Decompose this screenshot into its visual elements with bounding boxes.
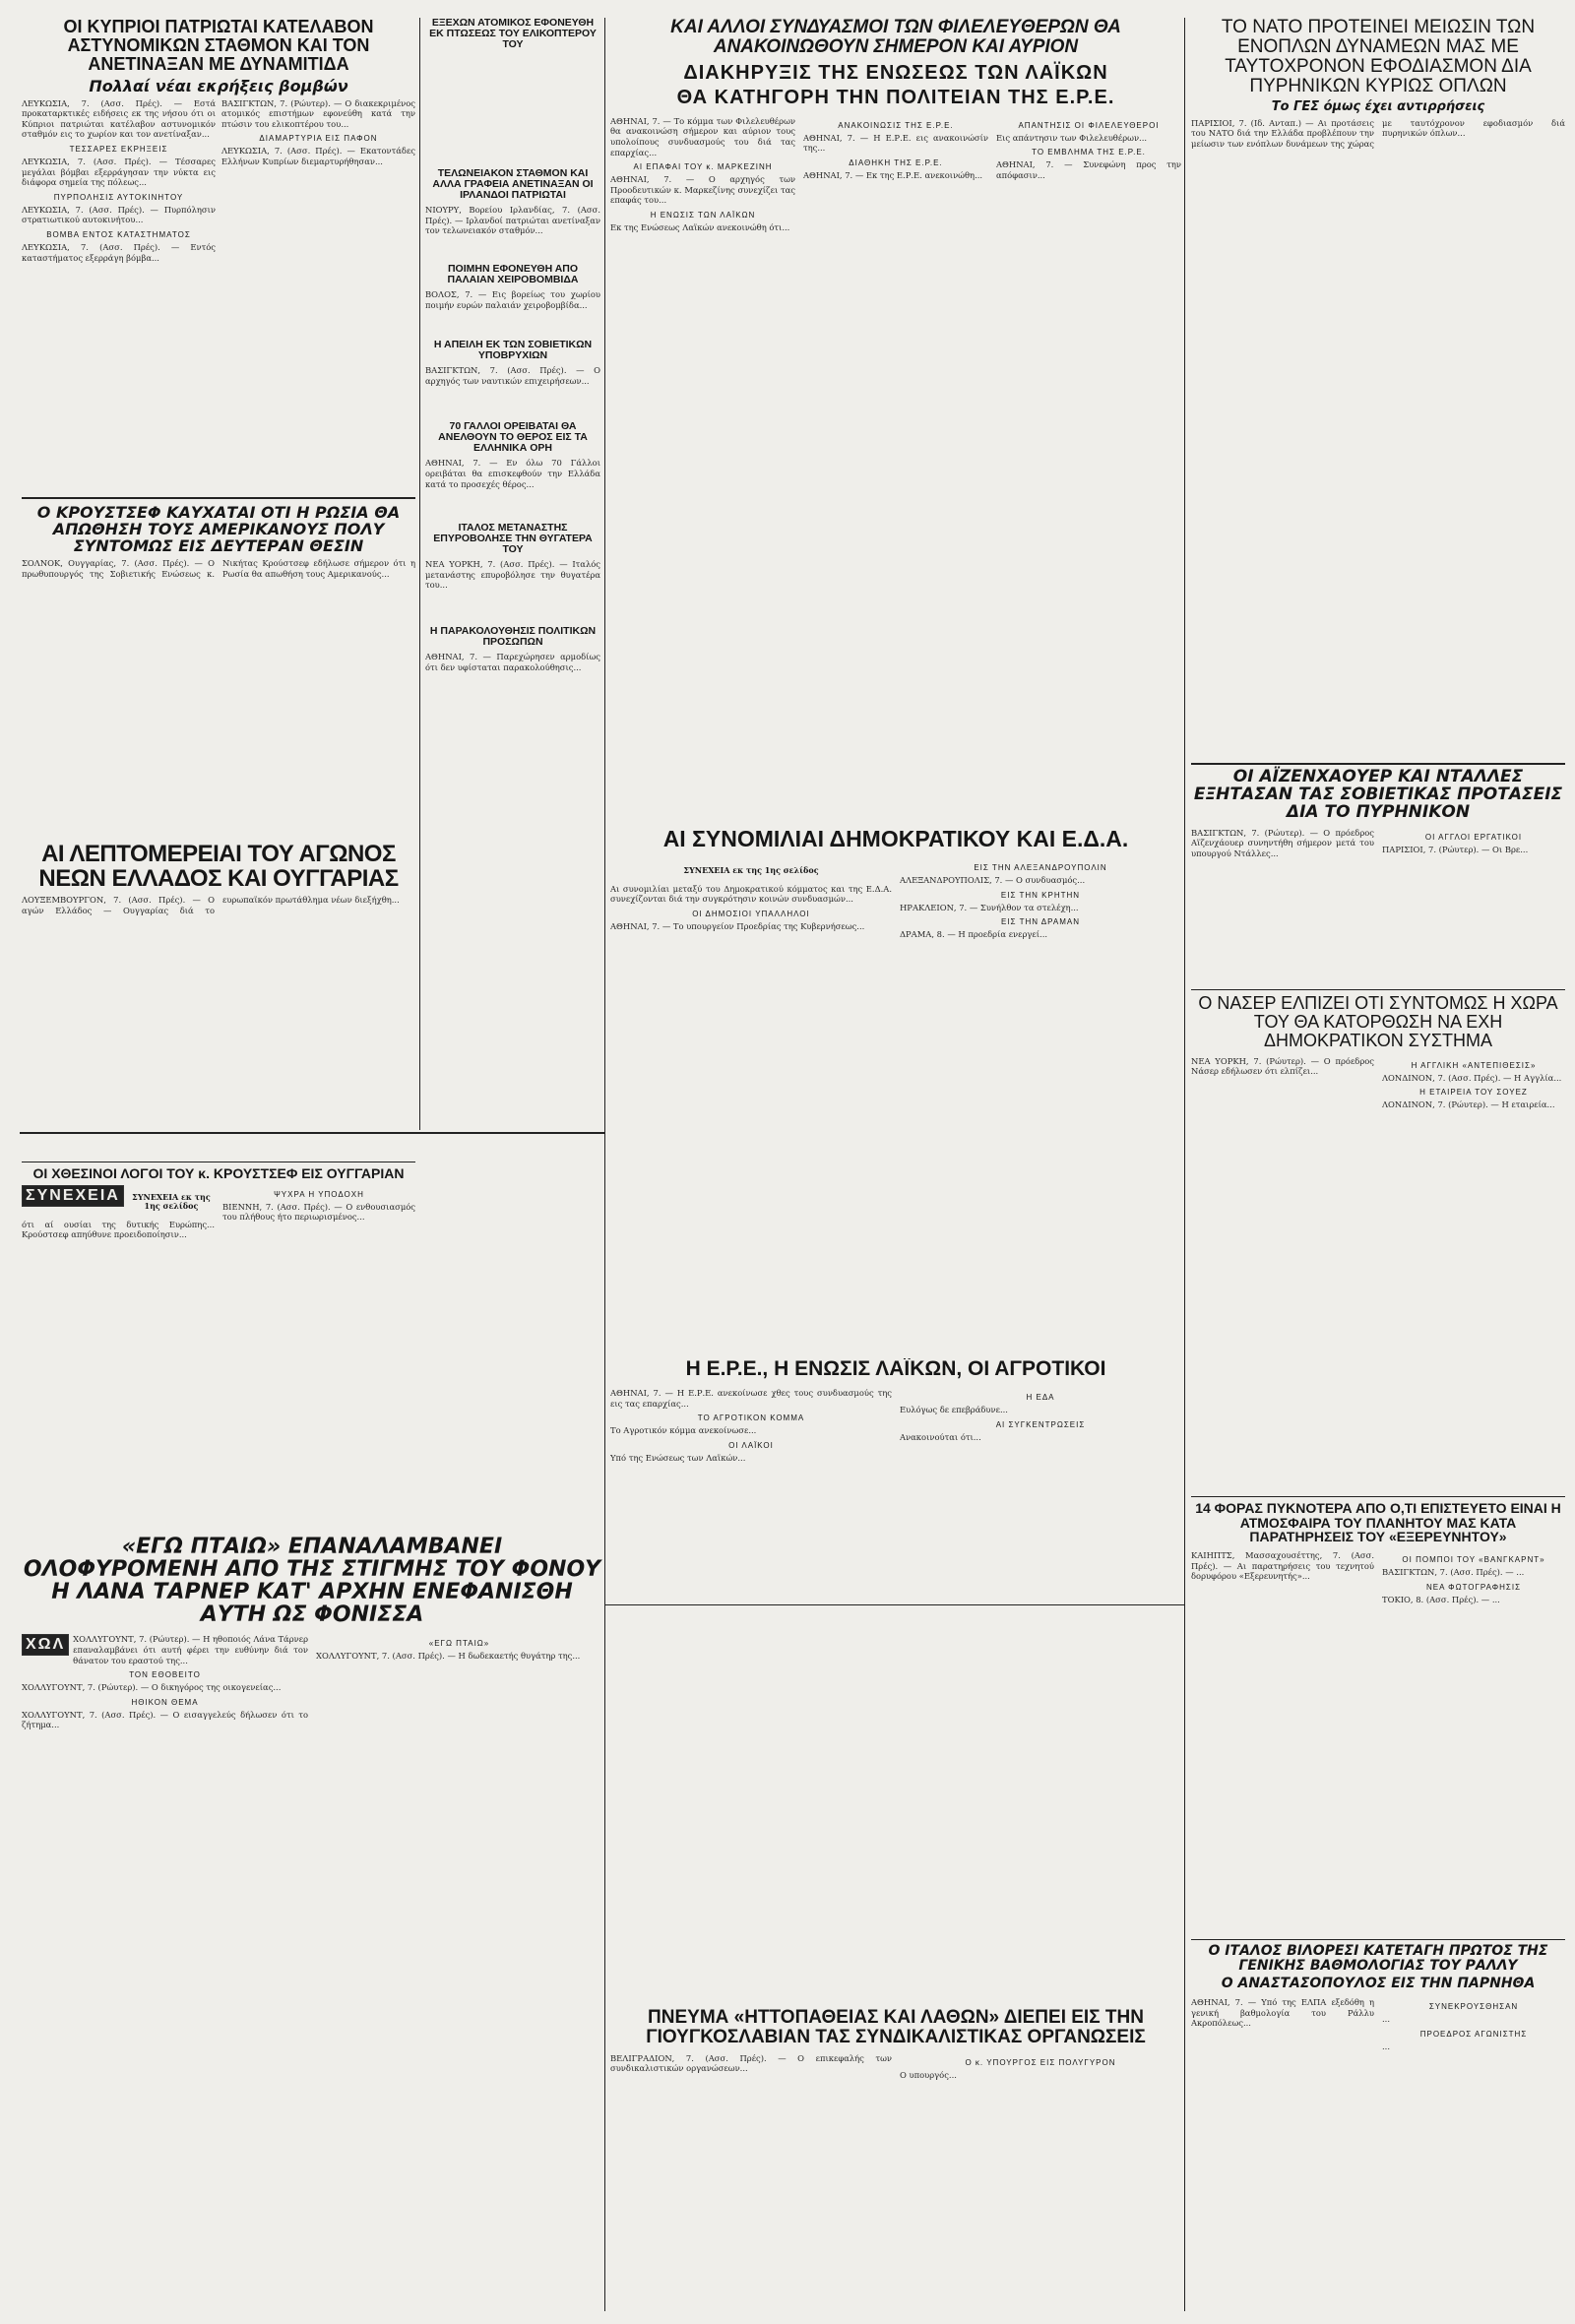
section-body: Ο υπουργός... bbox=[900, 2069, 957, 2080]
section-title: ΤΟ ΑΓΡΟΤΙΚΟΝ ΚΟΜΜΑ bbox=[697, 1413, 805, 1423]
section-body: ΛΕΥΚΩΣΙΑ, 7. (Ασσ. Πρές). — Τέσσαρες μεγάλαι βόμβαι εξερράγησαν την νύκτα εις διάφορα σημεία της πόλεως... bbox=[22, 157, 216, 188]
section-body: ΑΘΗΝΑΙ, 7. — Ο αρχηγός των Προοδευτικών κ. Μαρκεζίνης συνεχίζει τας επαφάς του... bbox=[610, 174, 795, 206]
section-body: Εκ της Ενώσεως Λαϊκών ανεκοινώθη ότι... bbox=[610, 222, 790, 233]
section-title: ΑΝΑΚΟΙΝΩΣΙΣ ΤΗΣ Ε.Ρ.Ε. bbox=[838, 120, 954, 130]
article-speech bbox=[22, 1162, 415, 1413]
headline: ΟΙ ΚΥΠΡΙΟΙ ΠΑΤΡΙΩΤΑΙ ΚΑΤΕΛΑΒΟΝ ΑΣΤΥΝΟΜΙΚΩΝ ΣΤΑΘΜΟΝ ΚΑΙ ΤΟΝ ΑΝΕΤΙΝΑΞΑΝ ΜΕ ΔΥΝΑΜΙΤΙΔΑ bbox=[63, 18, 374, 74]
headline: ΠΝΕΥΜΑ «ΗΤΤΟΠΑΘΕΙΑΣ ΚΑΙ ΛΑΘΩΝ» ΔΙΕΠΕΙ ΕΙΣ ΤΗΝ ΓΙΟΥΓΚΟΣΛΑΒΙΑΝ ΤΑΣ ΣΥΝΔΙΚΑΛΙΣΤΙΚΑΣ ΟΡΓΑΝΩΣΕΙΣ bbox=[646, 2008, 1146, 2047]
article-body: ΛΕΥΚΩΣΙΑ, 7. (Ασσ. Πρές). — Εστά προκαταρκτικές ειδήσεις εκ της νήσου ότι οι Κύπριοι πατριώται κατέλαβον αστυνομικόν σταθμόν εις το χωρίον και τον ανετίναξαν... bbox=[22, 97, 216, 140]
section-body: ΧΟΛΛΥΓΟΥΝΤ, 7. (Ρώυτερ). — Ο δικηγόρος της οικογενείας... bbox=[22, 1682, 282, 1693]
section-body: ΧΟΛΛΥΓΟΥΝΤ, 7. (Ασσ. Πρές). — Ο εισαγγελεύς δήλωσεν ότι το ζήτημα... bbox=[22, 1709, 308, 1730]
section-body: ΑΘΗΝΑΙ, 7. — Το υπουργείον Προεδρίας της Κυβερνήσεως... bbox=[610, 920, 865, 931]
section-title: Η ΑΓΓΛΙΚΗ «ΑΝΤΕΠΙΘΕΣΙΣ» bbox=[1411, 1060, 1537, 1070]
section-title: ΠΥΡΠΟΛΗΣΙΣ ΑΥΤΟΚΙΝΗΤΟΥ bbox=[53, 192, 184, 202]
section-title: Η ΕΝΩΣΙΣ ΤΩΝ ΛΑΪΚΩΝ bbox=[650, 211, 756, 220]
section-body: ΒΙΕΝΝΗ, 7. (Ασσ. Πρές). — Ο ενθουσιασμός του πλήθους ήτο περιωρισμένος... bbox=[222, 1201, 415, 1223]
section-body: ΛΟΝΔΙΝΟΝ, 7. (Ασσ. Πρές). — Η Αγγλία... bbox=[1382, 1072, 1562, 1083]
section-body: ΑΘΗΝΑΙ, 7. — Η Ε.Ρ.Ε. εις ανακοινώσίν της... bbox=[803, 132, 988, 154]
continued-logo: ΣΥΝΕΧΕΙΑ bbox=[22, 1185, 124, 1207]
continued-logo: ΧΩΛ bbox=[22, 1634, 69, 1656]
section-title: Ο κ. ΥΠΟΥΡΓΟΣ ΕΙΣ ΠΟΛΥΓΥΡΟΝ bbox=[965, 2057, 1116, 2067]
headline: ΟΙ ΧΘΕΣΙΝΟΙ ΛΟΓΟΙ ΤΟΥ κ. ΚΡΟΥΣΤΣΕΦ ΕΙΣ ΟΥΓΓΑΡΙΑΝ bbox=[32, 1165, 405, 1181]
article-body: ΑΘΗΝΑΙ, 7. — Το κόμμα των Φιλελευθέρων θα ανακοινώση σήμερον και αύριον τους υπολοίπους συνδυασμούς του διά τας επαρχίας... bbox=[610, 115, 795, 157]
section-title: ΕΙΣ ΤΗΝ ΚΡΗΤΗΝ bbox=[1000, 890, 1081, 900]
article-body: ΒΑΣΙΓΚΤΩΝ, 7. (Ρώυτερ). — Ο διακεκριμένος ατομικός επιστήμων εφονεύθη κατά την πτώσιν του ελικοπτέρου του... bbox=[221, 97, 415, 129]
article-democratic bbox=[610, 827, 1181, 1339]
article-cyprus bbox=[22, 18, 415, 492]
headline: 14 ΦΟΡΑΣ ΠΥΚΝΟΤΕΡΑ ΑΠΟ Ο,ΤΙ ΕΠΙΣΤΕΥΕΤΟ ΕΙΝΑΙ Η ΑΤΜΟΣΦΑΙΡΑ ΤΟΥ ΠΛΑΝΗΤΟΥ ΜΑΣ ΚΑΤΑ ΠΑΡΑΤΗΡΗΣΕΙΣ ΤΟΥ «ΕΞΕΡΕΥΝΗΤΟΥ» bbox=[1195, 1500, 1561, 1545]
article-body: ΑΘΗΝΑΙ, 7. — Υπό της ΕΛΠΑ εξεδόθη η γενική βαθμολογία του Ράλλυ Ακροπόλεως... bbox=[1191, 1997, 1374, 2029]
article-eisenhower bbox=[1191, 763, 1565, 970]
headline: Ο ΝΑΣΕΡ ΕΛΠΙΖΕΙ ΟΤΙ ΣΥΝΤΟΜΩΣ Η ΧΩΡΑ ΤΟΥ ΘΑ ΚΑΤΟΡΘΩΣΗ ΝΑ ΕΧΗ ΔΗΜΟΚΡΑΤΙΚΟΝ ΣΥΣΤΗΜΑ bbox=[1198, 993, 1558, 1050]
article-khrushchev bbox=[22, 497, 415, 783]
section-title: ΒΟΜΒΑ ΕΝΤΟΣ ΚΑΤΑΣΤΗΜΑΤΟΣ bbox=[46, 230, 191, 240]
section-title: Η ΕΔΑ bbox=[1026, 1393, 1055, 1403]
article-body: ΒΑΣΙΓΚΤΩΝ, 7. (Ρώυτερ). — Ο πρόεδρος Αϊζενχάουερ συνηντήθη σήμερον μετά του υπουργού Ντάλλες... bbox=[1191, 827, 1374, 858]
article-ere bbox=[610, 1358, 1181, 1998]
article-body: ΑΘΗΝΑΙ, 7. — Η Ε.Ρ.Ε. ανεκοίνωσε χθες τους συνδυασμούς της εις τας επαρχίας... bbox=[610, 1388, 892, 1409]
article-body: ΧΟΛΛΥΓΟΥΝΤ, 7. (Ρώυτερ). — Η ηθοποιός Λάνα Τάρνερ επαναλαμβάνει ότι αυτή φέρει την ευθύνην διά τον θάνατον του εραστού της... bbox=[73, 1634, 308, 1665]
column-rule bbox=[419, 18, 420, 1130]
headline: 70 ΓΑΛΛΟΙ ΟΡΕΙΒΑΤΑΙ ΘΑ ΑΝΕΛΘΟΥΝ ΤΟ ΘΕΡΟΣ ΕΙΣ ΤΑ ΕΛΛΗΝΙΚΑ ΟΡΗ bbox=[438, 420, 588, 455]
section-body: Υπό της Ενώσεως των Λαϊκών... bbox=[610, 1452, 746, 1463]
section-body: ΠΑΡΙΣΙΟΙ, 7. (Ρώυτερ). — Οι Βρε... bbox=[1382, 844, 1529, 854]
article-body: ΒΑΣΙΓΚΤΩΝ, 7. (Ασσ. Πρές). — Ο αρχηγός των ναυτικών επιχειρήσεων... bbox=[425, 365, 600, 386]
article-body: ΝΕΑ ΥΟΡΚΗ, 7. (Ασσ. Πρές). — Ιταλός μετανάστης επυροβόλησε την θυγατέρα του... bbox=[425, 559, 600, 591]
article-body: ότι αί ουσίαι της δυτικής Ευρώπης... Κρούστσεφ απηύθυνε προειδοποίησιν... bbox=[22, 1219, 215, 1240]
column-rule bbox=[1184, 18, 1185, 2311]
section-body: Ευλόγως δε επεβράδυνε... bbox=[900, 1405, 1008, 1415]
headline: Η ΠΑΡΑΚΟΛΟΥΘΗΣΙΣ ΠΟΛΙΤΙΚΩΝ ΠΡΟΣΩΠΩΝ bbox=[429, 624, 597, 648]
section-body: ... bbox=[1382, 2041, 1390, 2051]
section-body: ΑΛΕΞΑΝΔΡΟΥΠΟΛΙΣ, 7. — Ο συνδυασμός... bbox=[900, 875, 1086, 886]
article-yugoslavia bbox=[610, 2008, 1181, 2303]
section-body: Το Αγροτικόν κόμμα ανεκοίνωσε... bbox=[610, 1425, 757, 1436]
section-body: ΒΑΣΙΓΚΤΩΝ, 7. (Ασσ. Πρές). — ... bbox=[1382, 1567, 1525, 1578]
section-title: «ΕΓΩ ΠΤΑΙΩ» bbox=[428, 1639, 490, 1649]
article-match bbox=[22, 842, 415, 1162]
article-body: ΒΕΛΙΓΡΑΔΙΟΝ, 7. (Ασσ. Πρές). — Ο επικεφαλής των συνδικαλιστικών οργανώσεων... bbox=[610, 2052, 892, 2074]
article-body: ΑΘΗΝΑΙ, 7. — Παρεχώρησεν αρμοδίως ότι δεν υφίσταται παρακολούθησις... bbox=[425, 652, 600, 672]
section-body: ... bbox=[1382, 2014, 1390, 2025]
section-title: ΕΙΣ ΤΗΝ ΑΛΕΞΑΝΔΡΟΥΠΟΛΙΝ bbox=[974, 863, 1107, 873]
article-body: ΣΟΛΝΟΚ, Ουγγαρίας, 7. (Ασσ. Πρές). — Ο πρωθυπουργός της Σοβιετικής Ενώσεως κ. Νικήτας Κρούστσεφ εδήλωσε σήμερον ότι η Ρωσία θα απωθήση τους Αμερικανούς... bbox=[22, 558, 415, 579]
section-title: ΑΙ ΕΠΑΦΑΙ ΤΟΥ κ. ΜΑΡΚΕΖΙΝΗ bbox=[633, 162, 773, 172]
continued-note: ΣΥΝΕΧΕΙΑ εκ της 1ης σελίδος bbox=[683, 865, 819, 876]
subheadline: Πολλαί νέαι εκρήξεις βομβών bbox=[89, 76, 348, 95]
section-body: ΑΘΗΝΑΙ, 7. — Εκ της Ε.Ρ.Ε. ανεκοινώθη... bbox=[803, 170, 983, 181]
article-body: ΝΕΑ ΥΟΡΚΗ, 7. (Ρώυτερ). — Ο πρόεδρος Νάσερ εδήλωσεν ότι ελπίζει... bbox=[1191, 1055, 1374, 1077]
article-body: ΑΘΗΝΑΙ, 7. — Εν όλω 70 Γάλλοι ορειβάται θα επισκεφθούν την Ελλάδα κατά το προσεχές θέρος... bbox=[425, 458, 600, 489]
section-title: ΔΙΑΘΗΚΗ ΤΗΣ Ε.Ρ.Ε. bbox=[849, 158, 943, 168]
article-body: ΛΟΥΞΕΜΒΟΥΡΓΟΝ, 7. (Ασσ. Πρές). — Ο αγών Ελλάδος — Ουγγαρίας διά το ευρωπαϊκόν πρωτάθλημα νέων διεξήχθη... bbox=[22, 895, 400, 915]
section-body: ΛΕΥΚΩΣΙΑ, 7. (Ασσ. Πρές). — Εντός καταστήματος εξερράγη βόμβα... bbox=[22, 242, 216, 263]
section-title: Η ΕΤΑΙΡΕΙΑ ΤΟΥ ΣΟΥΕΖ bbox=[1419, 1088, 1528, 1098]
section-title: ΟΙ ΛΑΪΚΟΙ bbox=[728, 1440, 774, 1450]
section-body: ΗΡΑΚΛΕΙΟΝ, 7. — Συνήλθον τα στελέχη... bbox=[900, 902, 1079, 912]
section-body: Ανακοινούται ότι... bbox=[900, 1431, 981, 1442]
article-body: ΚΑΙΗΠΤΣ, Μασσαχουσέττης, 7. (Ασσ. Πρές). — Αι παρατηρήσεις του τεχνητού δορυφόρου «Εξερευνητής»... bbox=[1191, 1550, 1374, 1582]
article-liberals bbox=[610, 18, 1181, 810]
headline: Ο ΚΡΟΥΣΤΣΕΦ ΚΑΥΧΑΤΑΙ ΟΤΙ Η ΡΩΣΙΑ ΘΑ ΑΠΩΘΗΣΗ ΤΟΥΣ ΑΜΕΡΙΚΑΝΟΥΣ ΠΟΛΥ ΣΥΝΤΟΜΩΣ ΕΙΣ ΔΕΥΤΕΡΑΝ ΘΕΣΙΝ bbox=[36, 503, 401, 555]
section-title: ΕΙΣ ΤΗΝ ΔΡΑΜΑΝ bbox=[1000, 917, 1080, 927]
section-title: ΠΡΟΕΔΡΟΣ ΑΓΩΝΙΣΤΗΣ bbox=[1419, 2029, 1528, 2039]
article-rally bbox=[1191, 1939, 1565, 2303]
article-body: Αι συνομιλίαι μεταξύ του Δημοκρατικού κόμματος και της Ε.Δ.Α. συνεχίζονται διά την συγκρότησιν κοινών συνδυασμών... bbox=[610, 883, 892, 905]
section-title: ΟΙ ΔΗΜΟΣΙΟΙ ΥΠΑΛΛΗΛΟΙ bbox=[692, 909, 810, 918]
article-nasser bbox=[1191, 989, 1565, 1481]
article-body: ΝΙΟΥΡΥ, Βορείου Ιρλανδίας, 7. (Ασσ. Πρές). — Ιρλανδοί πατριώται ανετίναξαν τον τελωνειακόν σταθμόν... bbox=[425, 205, 600, 236]
headline: ΑΙ ΛΕΠΤΟΜΕΡΕΙΑΙ ΤΟΥ ΑΓΩΝΟΣ ΝΕΩΝ ΕΛΛΑΔΟΣ ΚΑΙ ΟΥΓΓΑΡΙΑΣ bbox=[38, 842, 399, 893]
headline: ΤΕΛΩΝΕΙΑΚΟΝ ΣΤΑΘΜΟΝ ΚΑΙ ΑΛΛΑ ΓΡΑΦΕΙΑ ΑΝΕΤΙΝΑΞΑΝ ΟΙ ΙΡΛΑΝΔΟΙ ΠΑΤΡΙΩΤΑΙ bbox=[432, 167, 594, 202]
section-title: ΝΕΑ ΦΩΤΟΓΡΑΦΗΣΙΣ bbox=[1425, 1582, 1522, 1592]
article-explorer bbox=[1191, 1496, 1565, 1929]
section-body: ΛΕΥΚΩΣΙΑ, 7. (Ασσ. Πρές). — Πυρπόλησιν στρατιωτικού αυτοκινήτου... bbox=[22, 204, 216, 225]
section-body: ΧΟΛΛΥΓΟΥΝΤ, 7. (Ασσ. Πρές). — Η δωδεκαετής θυγάτηρ της... bbox=[316, 1651, 581, 1662]
headline: ΕΞΕΧΩΝ ΑΤΟΜΙΚΟΣ ΕΦΟΝΕΥΘΗ ΕΚ ΠΤΩΣΕΩΣ ΤΟΥ ΕΛΙΚΟΠΤΕΡΟΥ ΤΟΥ bbox=[429, 18, 597, 51]
continued-note: ΣΥΝΕΧΕΙΑ εκ της 1ης σελίδος bbox=[132, 1191, 211, 1212]
section-title: ΟΙ ΠΟΜΠΟΙ ΤΟΥ «ΒΑΝΓΚΑΡΝΤ» bbox=[1402, 1555, 1545, 1565]
headline: ΙΤΑΛΟΣ ΜΕΤΑΝΑΣΤΗΣ ΕΠΥΡΟΒΟΛΗΣΕ ΤΗΝ ΘΥΓΑΤΕΡΑ ΤΟΥ bbox=[433, 522, 593, 556]
headline: ΤΟ ΝΑΤΟ ΠΡΟΤΕΙΝΕΙ ΜΕΙΩΣΙΝ ΤΩΝ ΕΝΟΠΛΩΝ ΔΥΝΑΜΕΩΝ ΜΑΣ ΜΕ ΤΑΥΤΟΧΡΟΝΟΝ ΕΦΟΔΙΑΣΜΟΝ ΔΙΑ ΠΥΡΗΝΙΚΩΝ ΚΥΡΙΩΣ ΟΠΛΩΝ bbox=[1221, 18, 1536, 96]
article-body: ΒΟΛΟΣ, 7. — Εις βορείως του χωρίου ποιμήν ευρών παλαιάν χειροβομβίδα... bbox=[425, 288, 600, 310]
headline: «ΕΓΩ ΠΤΑΙΩ» ΕΠΑΝΑΛΑΜΒΑΝΕΙ ΟΛΟΦΥΡΟΜΕΝΗ ΑΠΟ ΤΗΣ ΣΤΙΓΜΗΣ ΤΟΥ ΦΟΝΟΥ Η ΛΑΝΑ ΤΑΡΝΕΡ ΚΑΤ' ΑΡΧΗΝ ΕΝΕΦΑΝΙΣΘΗ ΑΥΤΗ ΩΣ ΦΟΝΙΣΣΑ bbox=[23, 1536, 601, 1628]
headline: Η ΑΠΕΙΛΗ ΕΚ ΤΩΝ ΣΟΒΙΕΤΙΚΩΝ ΥΠΟΒΡΥΧΙΩΝ bbox=[433, 339, 593, 362]
section-title: ΟΙ ΑΓΓΛΟΙ ΕΡΓΑΤΙΚΟΙ bbox=[1424, 832, 1523, 842]
section-body: ΛΟΝΔΙΝΟΝ, 7. (Ρώυτερ). — Η εταιρεία... bbox=[1382, 1099, 1555, 1110]
headline: ΚΑΙ ΑΛΛΟΙ ΣΥΝΔΥΑΣΜΟΙ ΤΩΝ ΦΙΛΕΛΕΥΘΕΡΩΝ ΘΑ ΑΝΑΚΟΙΝΩΘΟΥΝ ΣΗΜΕΡΟΝ ΚΑΙ ΑΥΡΙΟΝ bbox=[670, 18, 1121, 57]
headline: Ο ΑΝΑΣΤΑΣΟΠΟΥΛΟΣ ΕΙΣ ΤΗΝ ΠΑΡΝΗΘΑ bbox=[1221, 1976, 1536, 1992]
section-title: ΤΟ ΕΜΒΛΗΜΑ ΤΗΣ Ε.Ρ.Ε. bbox=[1032, 148, 1146, 157]
section-title: ΤΟΝ ΕΘΟΒΕΙΤΟ bbox=[129, 1670, 201, 1680]
column-rule bbox=[604, 18, 605, 2311]
section-title: ΤΕΣΣΑΡΕΣ ΕΚΡΗΞΕΙΣ bbox=[69, 145, 168, 155]
headline: ΑΙ ΣΥΝΟΜΙΛΙΑΙ ΔΗΜΟΚΡΑΤΙΚΟΥ ΚΑΙ Ε.Δ.Α. bbox=[662, 827, 1129, 851]
article-nato bbox=[1191, 18, 1565, 751]
headline: Η Ε.Ρ.Ε., Η ΕΝΩΣΙΣ ΛΑΪΚΩΝ, ΟΙ ΑΓΡΟΤΙΚΟΙ bbox=[685, 1358, 1106, 1380]
column-2 bbox=[425, 18, 600, 1135]
section-body: Εις απάντησιν των Φιλελευθέρων... bbox=[996, 132, 1148, 143]
headline: ΠΟΙΜΗΝ ΕΦΟΝΕΥΘΗ ΑΠΟ ΠΑΛΑΙΑΝ ΧΕΙΡΟΒΟΜΒΙΔΑ bbox=[447, 262, 579, 285]
headline: ΟΙ ΑΪΖΕΝΧΑΟΥΕΡ ΚΑΙ ΝΤΑΛΛΕΣ ΕΞΗΤΑΣΑΝ ΤΑΣ ΣΟΒΙΕΤΙΚΑΣ ΠΡΟΤΑΣΕΙΣ ΔΙΑ ΤΟ ΠΥΡΗΝΙΚΟΝ bbox=[1193, 767, 1563, 822]
section-title: ΣΥΝΕΚΡΟΥΣΘΗΣΑΝ bbox=[1428, 2002, 1519, 2012]
section-title: ΑΙ ΣΥΓΚΕΝΤΡΩΣΕΙΣ bbox=[995, 1419, 1086, 1429]
section-body: ΑΘΗΝΑΙ, 7. — Συνεφώνη προς την απόφασιν... bbox=[996, 159, 1181, 181]
subheadline: Το ΓΕΣ όμως έχει αντιρρήσεις bbox=[1271, 98, 1485, 114]
section-title: ΗΘΙΚΟΝ ΘΕΜΑ bbox=[131, 1697, 199, 1707]
article-body: ΠΑΡΙΣΙΟΙ, 7. (Ιδ. Ανταπ.) — Αι προτάσεις του ΝΑΤΟ διά την Ελλάδα προβλέπουν την μείωσιν των ενόπλων δυνάμεων της χώρας με ταυτόχρονον εφοδιασμόν διά πυρηνικών όπλων... bbox=[1191, 117, 1565, 149]
headline: ΔΙΑΚΗΡΥΞΙΣ ΤΗΣ ΕΝΩΣΕΩΣ ΤΩΝ ΛΑΪΚΩΝ bbox=[683, 61, 1108, 84]
headline: Ο ΙΤΑΛΟΣ ΒΙΛΟΡΕΣΙ ΚΑΤΕΤΑΓΗ ΠΡΩΤΟΣ ΤΗΣ ΓΕΝΙΚΗΣ ΒΑΘΜΟΛΟΓΙΑΣ ΤΟΥ ΡΑΛΛΥ bbox=[1208, 1943, 1548, 1974]
article-tarner bbox=[22, 1536, 602, 2303]
section-title: ΨΥΧΡΑ Η ΥΠΟΔΟΧΗ bbox=[274, 1189, 364, 1199]
section-body: ΤΟΚΙΟ, 8. (Ασσ. Πρές). — ... bbox=[1382, 1594, 1500, 1604]
headline: ΘΑ ΚΑΤΗΓΟΡΗ ΤΗΝ ΠΟΛΙΤΕΙΑΝ ΤΗΣ Ε.Ρ.Ε. bbox=[676, 86, 1115, 108]
section-title: ΑΠΑΝΤΗΣΙΣ ΟΙ ΦΙΛΕΛΕΥΘΕΡΟΙ bbox=[1018, 120, 1160, 130]
section-title: ΔΙΑΜΑΡΤΥΡΙΑ ΕΙΣ ΠΑΦΟΝ bbox=[259, 134, 378, 144]
section-body: ΛΕΥΚΩΣΙΑ, 7. (Ασσ. Πρές). — Εκατοντάδες Ελλήνων Κυπρίων διεμαρτυρήθησαν... bbox=[221, 146, 415, 167]
section-body: ΔΡΑΜΑ, 8. — Η προεδρία ενεργεί... bbox=[900, 929, 1048, 940]
